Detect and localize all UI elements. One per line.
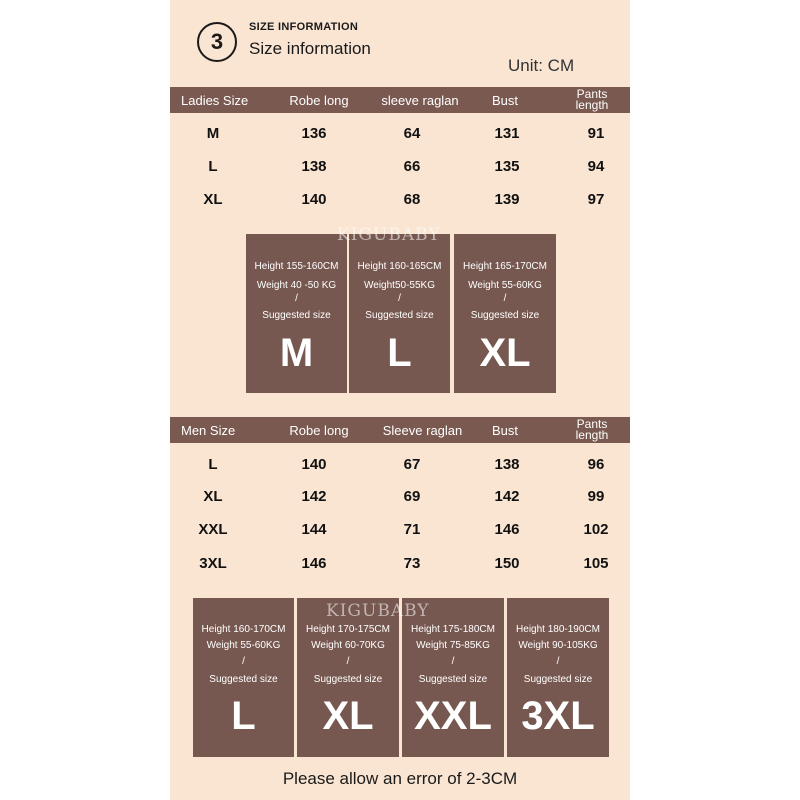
sleeve-cell: 64 bbox=[403, 124, 421, 142]
brand-watermark: KIGUBABY bbox=[337, 225, 441, 245]
length-label: length bbox=[575, 428, 609, 442]
height-range: Height 180-190CM bbox=[516, 624, 600, 635]
separator: / bbox=[398, 293, 401, 304]
suggested-size-value: XL bbox=[479, 331, 531, 375]
size-suggestion-card bbox=[348, 234, 450, 393]
section-title-upper: SIZE INFORMATION bbox=[249, 21, 359, 33]
size-suggestion-card bbox=[192, 598, 294, 757]
sleeve-cell: 73 bbox=[403, 554, 421, 572]
weight-range: Weight 40 -50 KG bbox=[256, 280, 337, 291]
size-cell: L bbox=[208, 455, 218, 473]
separator: / bbox=[451, 656, 455, 667]
pants-length-cell: 96 bbox=[587, 455, 605, 473]
men-table-header bbox=[170, 417, 630, 443]
separator: / bbox=[503, 293, 507, 304]
weight-range: Weight 60-70KG bbox=[311, 640, 385, 651]
pants-label: Pants bbox=[576, 417, 608, 431]
bust-cell: 135 bbox=[494, 157, 520, 175]
size-suggestion-card bbox=[453, 234, 556, 393]
table-row bbox=[170, 454, 630, 474]
column-header-bust: Bust bbox=[491, 92, 518, 108]
bust-cell: 139 bbox=[494, 190, 520, 208]
suggested-size-value: L bbox=[231, 694, 256, 738]
table-row bbox=[170, 189, 630, 209]
bust-cell: 131 bbox=[494, 124, 520, 142]
separator: / bbox=[295, 293, 298, 304]
suggested-size-label: Suggested size bbox=[470, 310, 540, 321]
robe-long-cell: 140 bbox=[301, 190, 327, 208]
robe-long-cell: 142 bbox=[301, 487, 327, 505]
size-cell: 3XL bbox=[199, 554, 227, 572]
column-header-pants-length bbox=[562, 87, 622, 113]
size-cell: XL bbox=[203, 190, 223, 208]
bust-cell: 146 bbox=[494, 520, 520, 538]
height-range: Height 155-160CM bbox=[254, 261, 339, 272]
pants-length-cell: 99 bbox=[587, 487, 605, 505]
suggested-size-label: Suggested size bbox=[313, 674, 383, 685]
column-header-size: Men Size bbox=[181, 422, 236, 438]
suggested-size-value: XXL bbox=[414, 694, 492, 738]
pants-length-cell: 105 bbox=[583, 554, 609, 572]
column-header-bust: Bust bbox=[491, 422, 518, 438]
table-row bbox=[170, 486, 630, 506]
size-suggestion-card bbox=[506, 598, 609, 757]
weight-range: Weight50-55KG bbox=[364, 280, 435, 291]
bust-cell: 142 bbox=[494, 487, 520, 505]
ladies-table-header bbox=[170, 87, 630, 113]
bust-cell: 150 bbox=[494, 554, 520, 572]
suggested-size-label: Suggested size bbox=[523, 674, 593, 685]
sleeve-cell: 66 bbox=[403, 157, 421, 175]
column-header-sleeve-raglan: sleeve raglan bbox=[381, 92, 459, 108]
table-row bbox=[170, 123, 630, 143]
suggested-size-value: L bbox=[387, 331, 412, 375]
height-range: Height 170-175CM bbox=[306, 624, 390, 635]
pants-length-cell: 97 bbox=[587, 190, 605, 208]
size-suggestion-card bbox=[245, 234, 347, 393]
size-suggestion-card bbox=[401, 598, 504, 757]
robe-long-cell: 146 bbox=[301, 554, 327, 572]
weight-range: Weight 55-60KG bbox=[206, 640, 281, 651]
table-row bbox=[170, 156, 630, 176]
weight-range: Weight 75-85KG bbox=[416, 640, 490, 651]
robe-long-cell: 140 bbox=[301, 455, 327, 473]
size-suggestion-card bbox=[296, 598, 399, 757]
height-range: Height 160-170CM bbox=[201, 624, 286, 635]
weight-range: Weight 90-105KG bbox=[518, 640, 598, 651]
size-cell: M bbox=[206, 124, 220, 142]
suggested-size-value: XL bbox=[322, 694, 374, 738]
sleeve-cell: 69 bbox=[403, 487, 421, 505]
suggested-size-label: Suggested size bbox=[262, 310, 331, 321]
sleeve-cell: 68 bbox=[403, 190, 421, 208]
height-range: Height 160-165CM bbox=[357, 261, 442, 272]
measurement-error-note: Please allow an error of 2-3CM bbox=[282, 769, 518, 788]
size-cell: L bbox=[208, 157, 218, 175]
column-header-robe-long: Robe long bbox=[289, 92, 349, 108]
weight-range: Weight 55-60KG bbox=[468, 280, 542, 291]
column-header-robe-long: Robe long bbox=[289, 422, 349, 438]
table-row bbox=[170, 553, 630, 573]
pants-length-cell: 91 bbox=[587, 124, 605, 142]
height-range: Height 165-170CM bbox=[463, 261, 547, 272]
size-cell: XXL bbox=[198, 520, 228, 538]
suggested-size-label: Suggested size bbox=[418, 674, 488, 685]
suggested-size-value: M bbox=[279, 331, 314, 375]
robe-long-cell: 144 bbox=[301, 520, 327, 538]
step-number-badge: 3 bbox=[197, 22, 237, 62]
separator: / bbox=[346, 656, 350, 667]
brand-watermark: KIGUBABY bbox=[326, 601, 430, 621]
suggested-size-label: Suggested size bbox=[365, 310, 434, 321]
sleeve-cell: 67 bbox=[403, 455, 421, 473]
table-row bbox=[170, 519, 630, 539]
bust-cell: 138 bbox=[494, 455, 520, 473]
separator: / bbox=[556, 656, 560, 667]
suggested-size-value: 3XL bbox=[521, 694, 595, 738]
size-cell: XL bbox=[203, 487, 223, 505]
column-header-pants-length bbox=[562, 417, 622, 443]
pants-length-cell: 94 bbox=[587, 157, 605, 175]
section-title: Size information bbox=[249, 39, 371, 58]
column-header-sleeve-raglan: Sleeve raglan bbox=[382, 422, 463, 438]
robe-long-cell: 136 bbox=[301, 124, 327, 142]
suggested-size-label: Suggested size bbox=[209, 674, 278, 685]
height-range: Height 175-180CM bbox=[411, 624, 495, 635]
sleeve-cell: 71 bbox=[403, 520, 421, 538]
length-label: length bbox=[575, 98, 609, 112]
robe-long-cell: 138 bbox=[301, 157, 327, 175]
unit-label: Unit: CM bbox=[508, 56, 575, 75]
pants-length-cell: 102 bbox=[583, 520, 609, 538]
column-header-size: Ladies Size bbox=[181, 92, 249, 108]
pants-label: Pants bbox=[576, 87, 608, 101]
separator: / bbox=[242, 656, 245, 667]
